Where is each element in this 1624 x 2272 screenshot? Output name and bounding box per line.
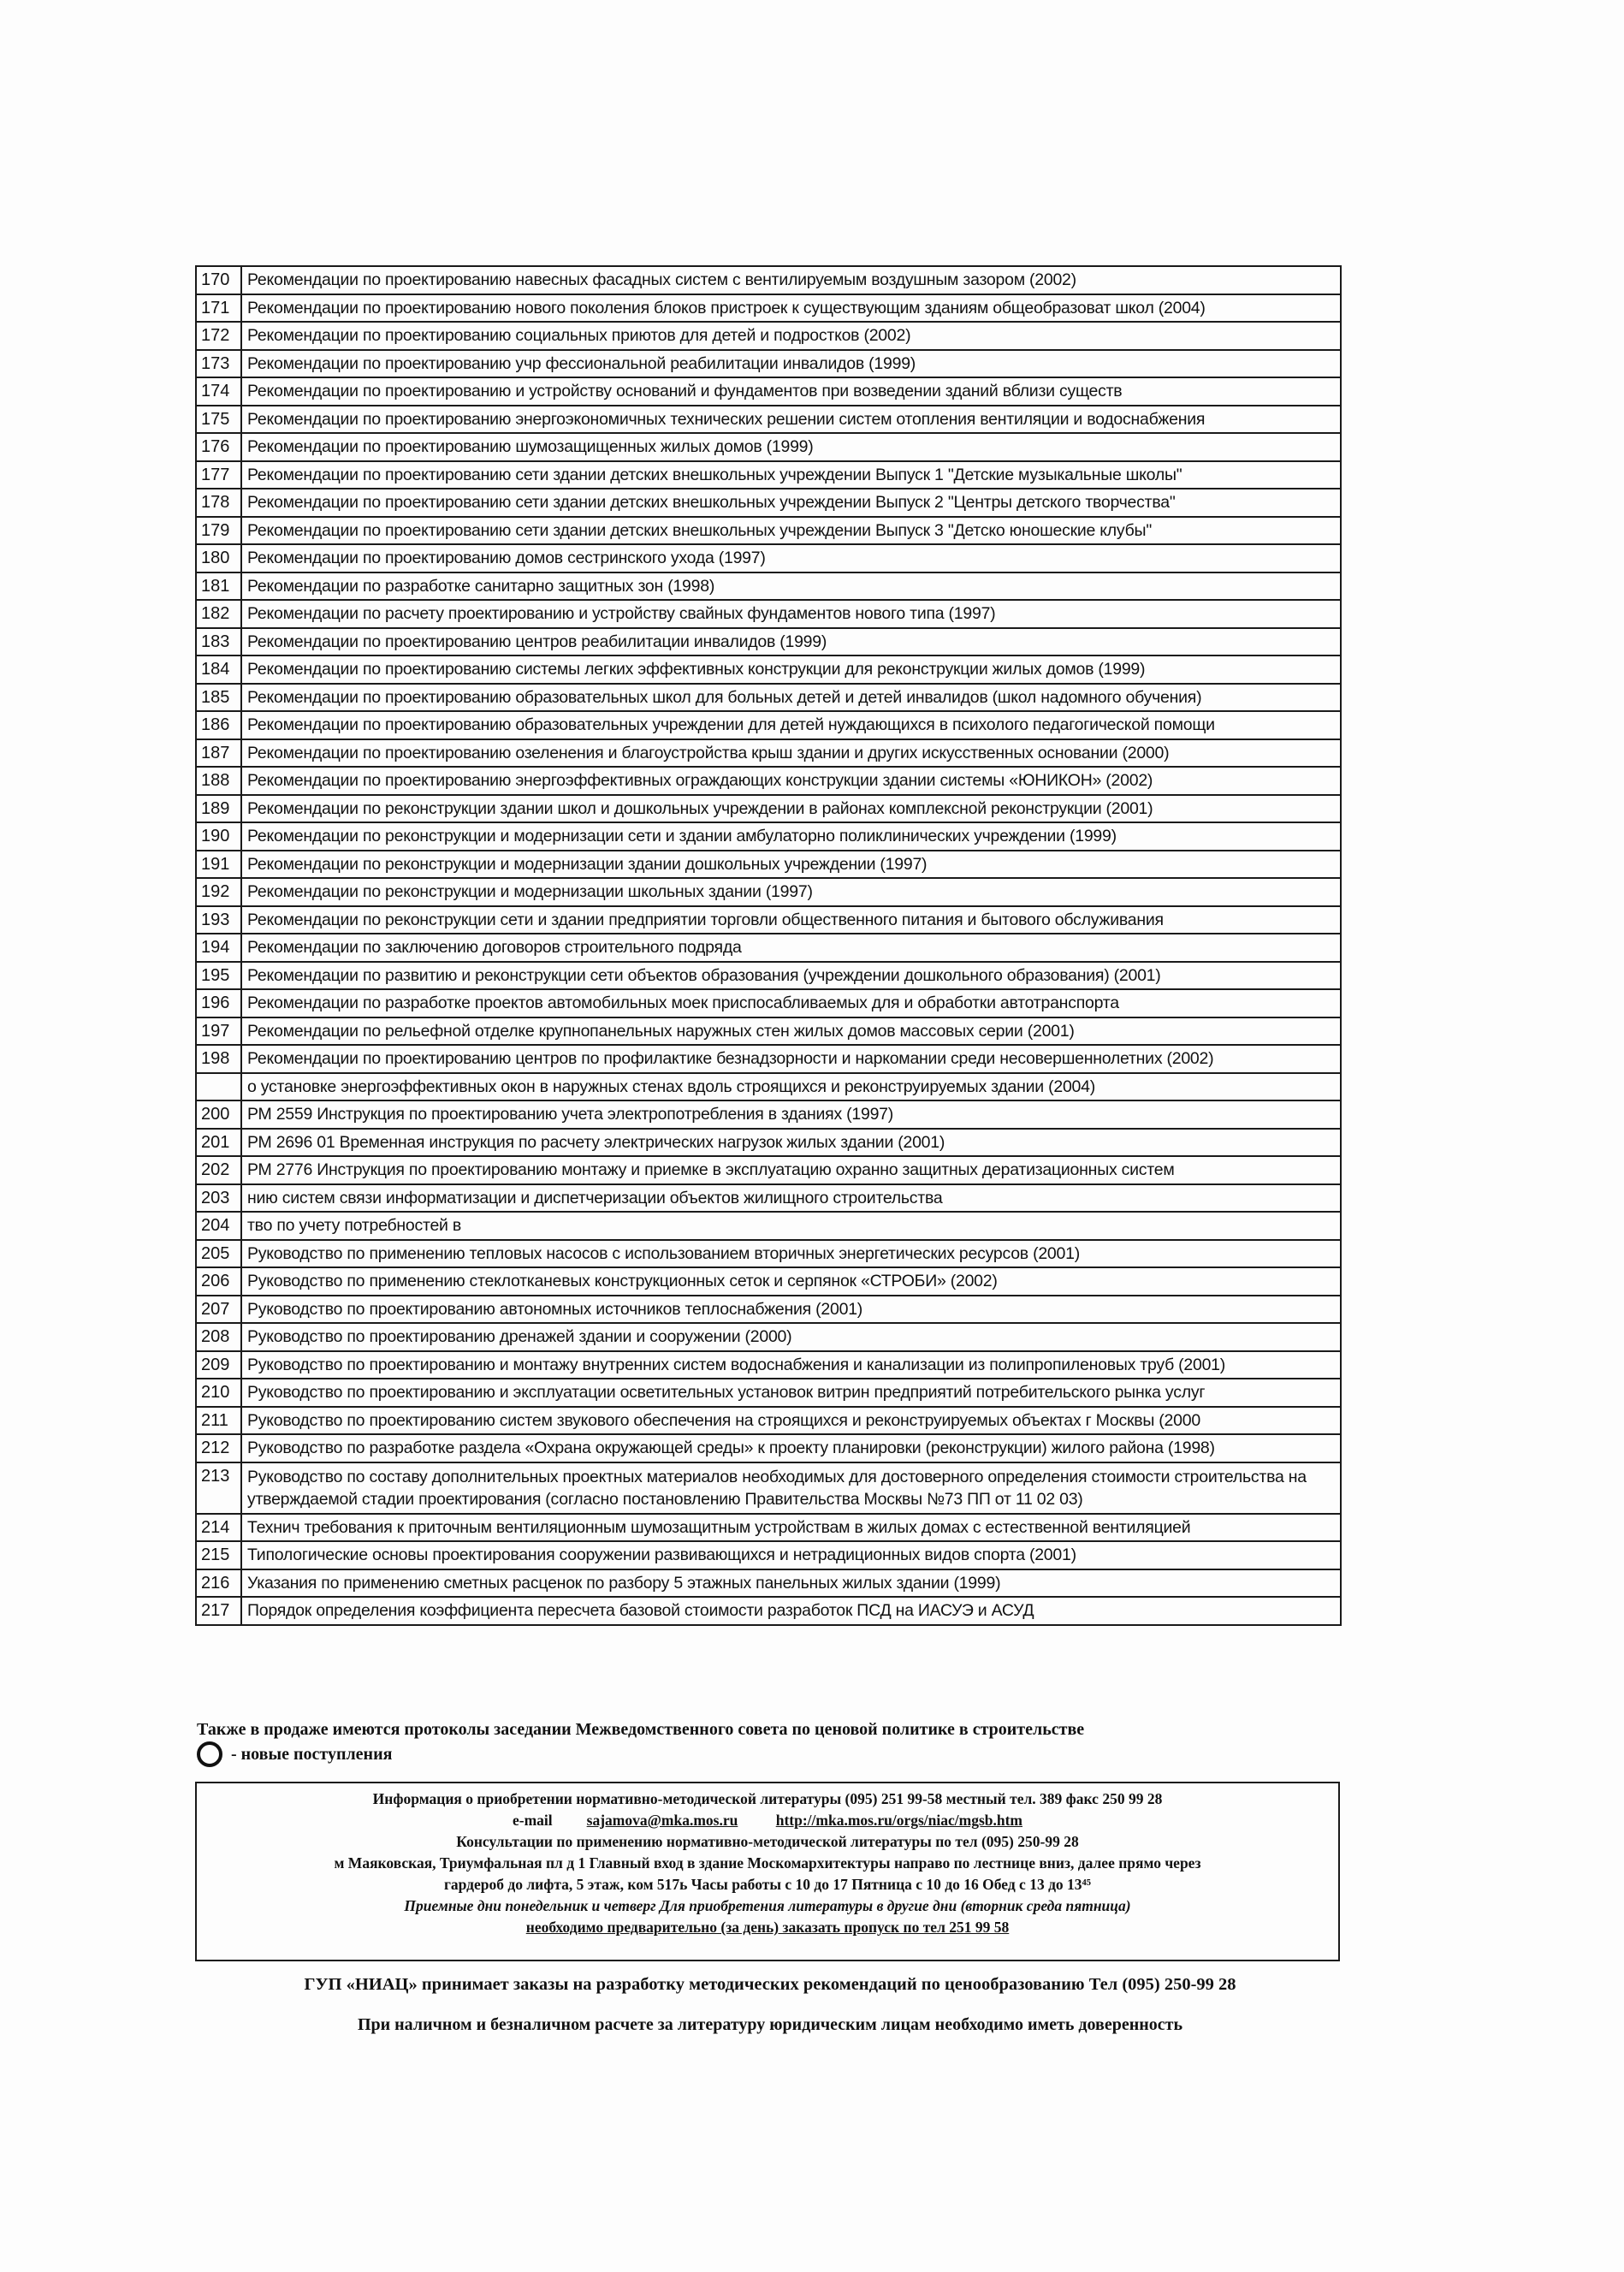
entry-number: 190 (196, 822, 241, 851)
table-row (196, 1073, 1341, 1101)
entry-number: 214 (196, 1514, 241, 1542)
entry-number: 208 (196, 1323, 241, 1351)
entry-title: Рекомендации по проектированию нового поколения блоков пристроек к существующим зданиям общеобразоват школ (2004) (241, 294, 1341, 323)
table-row (196, 795, 1341, 823)
entry-title: Рекомендации по разработке проектов автомобильных моек приспосабливаемых для и обработки автотранспорта (241, 989, 1341, 1017)
table-row (196, 1240, 1341, 1268)
table-row (196, 1323, 1341, 1351)
entry-title: Рекомендации по проектированию и устройству оснований и фундаментов при возведении зданий вблизи существ (241, 377, 1341, 406)
footer-power-of-attorney: При наличном и безналичном расчете за литературу юридическим лицам необходимо иметь доверенность (357, 2015, 1183, 2034)
entry-title: Рекомендации по заключению договоров строительного подряда (241, 934, 1341, 962)
entry-title: Рекомендации по проектированию сети здании детских внешкольных учреждении Выпуск 3 "Детско юношеские клубы" (241, 517, 1341, 545)
entry-title: Типологические основы проектирования сооружении развивающихся и нетрадиционных видов спорта (2001) (241, 1541, 1341, 1569)
entry-title: Рекомендации по проектированию образовательных школ для больных детей и детей инвалидов (школ надомного обучения) (241, 684, 1341, 712)
table-row (196, 1100, 1341, 1129)
entry-number: 188 (196, 767, 241, 795)
entry-number: 207 (196, 1296, 241, 1324)
entry-number: 212 (196, 1434, 241, 1462)
info-hours: гардероб до лифта, 5 этаж, ком 517ь Часы работы с 10 до 17 Пятница с 10 до 16 Обед с 13 до 13⁴⁵ (443, 1876, 1092, 1893)
entry-number: 204 (196, 1212, 241, 1240)
table-row (196, 1462, 1341, 1514)
table-row (196, 350, 1341, 378)
entry-number: 216 (196, 1569, 241, 1598)
table-row (196, 989, 1341, 1017)
table-row (196, 655, 1341, 684)
table-row (196, 1129, 1341, 1157)
entry-title: Руководство по проектированию и монтажу внутренних систем водоснабжения и канализации из полипропиленовых труб (2001) (241, 1351, 1341, 1379)
entry-number: 192 (196, 878, 241, 906)
entry-title: Руководство по составу дополнительных проектных материалов необходимых для достоверного определения стоимости строительства на утверждаемой стадии проектирования (согласно постановлению Правительства Москвы №73 ПП от 11 02 03) (241, 1462, 1341, 1514)
literature-table-body (196, 266, 1341, 1625)
table-row (196, 1156, 1341, 1184)
entry-number: 179 (196, 517, 241, 545)
entry-title: Рекомендации по разработке санитарно защитных зон (1998) (241, 572, 1341, 601)
info-reception-days: Приемные дни понедельник и четверг Для приобретения литературы в другие дни (вторник среда пятница) (404, 1897, 1131, 1914)
entry-title: Рекомендации по развитию и реконструкции сети объектов образования (учреждении дошкольного образования) (2001) (241, 962, 1341, 990)
table-row (196, 489, 1341, 517)
entry-title: Рекомендации по реконструкции и модернизации школьных здании (1997) (241, 878, 1341, 906)
table-row (196, 433, 1341, 461)
info-pass-order: необходимо предварительно (за день) заказать пропуск по тел 251 99 58 (525, 1919, 1010, 1936)
additional-note (197, 1717, 1360, 1767)
table-row (196, 1351, 1341, 1379)
entry-title: Руководство по проектированию автономных источников теплоснабжения (2001) (241, 1296, 1341, 1324)
entry-title: Рекомендации по проектированию шумозащищенных жилых домов (1999) (241, 433, 1341, 461)
entry-number: 211 (196, 1407, 241, 1435)
entry-number: 196 (196, 989, 241, 1017)
entry-title: Рекомендации по проектированию системы легких эффективных конструкции для реконструкции жилых домов (1999) (241, 655, 1341, 684)
entry-title: РМ 2559 Инструкция по проектированию учета электропотребления в зданиях (1997) (241, 1100, 1341, 1129)
entry-number: 213 (196, 1462, 241, 1514)
table-row (196, 962, 1341, 990)
entry-number: 181 (196, 572, 241, 601)
table-row (196, 1569, 1341, 1598)
entry-number: 206 (196, 1267, 241, 1296)
purchase-info-box (195, 1782, 1340, 1961)
table-row (196, 1597, 1341, 1625)
entry-title: РМ 2776 Инструкция по проектированию монтажу и приемке в эксплуатацию охранно защитных дератизационных систем (241, 1156, 1341, 1184)
entry-number: 215 (196, 1541, 241, 1569)
table-row (196, 1379, 1341, 1407)
table-row (196, 517, 1341, 545)
entry-title: Рекомендации по проектированию центров реабилитации инвалидов (1999) (241, 628, 1341, 656)
entry-title: Рекомендации по проектированию энергоэкономичных технических решении систем отопления вентиляции и водоснабжения (241, 406, 1341, 434)
email-link[interactable]: sajamova@mka.mos.ru (586, 1812, 738, 1829)
table-row (196, 628, 1341, 656)
entry-number: 180 (196, 544, 241, 572)
table-row (196, 322, 1341, 350)
entry-title: Рекомендации по проектированию образовательных учреждении для детей нуждающихся в психолого педагогической помощи (241, 711, 1341, 739)
table-row (196, 544, 1341, 572)
table-row (196, 1541, 1341, 1569)
table-row (196, 1212, 1341, 1240)
entry-title: Руководство по проектированию и эксплуатации осветительных установок витрин предприятий потребительского рынка услуг (241, 1379, 1341, 1407)
footer-orders: ГУП «НИАЦ» принимает заказы на разработку методических рекомендаций по ценообразованию Тел (095) 250-99 28 (304, 1975, 1236, 1994)
entry-number: 198 (196, 1045, 241, 1073)
entry-number: 203 (196, 1184, 241, 1213)
entry-number: 171 (196, 294, 241, 323)
entry-title: Рекомендации по проектированию центров по профилактике безнадзорности и наркомании среди несовершеннолетних (2002) (241, 1045, 1341, 1073)
entry-number: 210 (196, 1379, 241, 1407)
website-link[interactable]: http://mka.mos.ru/orgs/niac/mgsb.htm (775, 1812, 1022, 1829)
entry-title: Руководство по проектированию дренажей здании и сооружении (2000) (241, 1323, 1341, 1351)
entry-title: Рекомендации по реконструкции и модернизации здании дошкольных учреждении (1997) (241, 851, 1341, 879)
entry-number: 175 (196, 406, 241, 434)
table-row (196, 294, 1341, 323)
entry-number: 186 (196, 711, 241, 739)
entry-number: 178 (196, 489, 241, 517)
table-row (196, 878, 1341, 906)
entry-title: Рекомендации по реконструкции и модернизации сети и здании амбулаторно поликлинических учреждении (1999) (241, 822, 1341, 851)
entry-title: Рекомендации по проектированию социальных приютов для детей и подростков (2002) (241, 322, 1341, 350)
table-row (196, 1045, 1341, 1073)
table-row (196, 1184, 1341, 1213)
entry-number: 173 (196, 350, 241, 378)
entry-number: 195 (196, 962, 241, 990)
info-phones: Информация о приобретении нормативно-методической литературы (095) 251 99-58 местный тел. 389 факс 250 99 28 (372, 1790, 1163, 1807)
entry-number: 184 (196, 655, 241, 684)
entry-number: 209 (196, 1351, 241, 1379)
table-row (196, 851, 1341, 879)
entry-title: нию систем связи информатизации и диспетчеризации объектов жилищного строительства (241, 1184, 1341, 1213)
entry-title: Рекомендации по проектированию домов сестринского ухода (1997) (241, 544, 1341, 572)
entry-title: Рекомендации по реконструкции здании школ и дошкольных учреждении в районах комплексной реконструкции (2001) (241, 795, 1341, 823)
entry-title: РМ 2696 01 Временная инструкция по расчету электрических нагрузок жилых здании (2001) (241, 1129, 1341, 1157)
entry-number: 176 (196, 433, 241, 461)
table-row (196, 461, 1341, 489)
circle-marker-icon (197, 1741, 222, 1767)
new-arrivals-label: - новые поступления (231, 1745, 393, 1764)
entry-number: 187 (196, 739, 241, 768)
protocols-note: Также в продаже имеются протоколы заседании Межведомственного совета по ценовой политике в строительстве (197, 1720, 1085, 1739)
info-address: м Маяковская, Триумфальная пл д 1 Главный вход в здание Москомархитектуры направо по лестнице вниз, далее прямо через (334, 1854, 1201, 1872)
entry-number: 182 (196, 600, 241, 628)
table-row (196, 822, 1341, 851)
table-row (196, 600, 1341, 628)
table-row (196, 684, 1341, 712)
table-row (196, 711, 1341, 739)
table-row (196, 739, 1341, 768)
entry-title: тво по учету потребностей в (241, 1212, 1341, 1240)
entry-number: 177 (196, 461, 241, 489)
entry-title: Руководство по применению тепловых насосов с использованием вторичных энергетических ресурсов (2001) (241, 1240, 1341, 1268)
entry-number: 189 (196, 795, 241, 823)
entry-number: 217 (196, 1597, 241, 1625)
literature-table (195, 265, 1342, 1626)
table-row (196, 572, 1341, 601)
entry-number: 174 (196, 377, 241, 406)
entry-number: 202 (196, 1156, 241, 1184)
entry-title: Руководство по применению стеклотканевых конструкционных сеток и серпянок «СТРОБИ» (2002) (241, 1267, 1341, 1296)
entry-number: 197 (196, 1017, 241, 1046)
entry-number: 194 (196, 934, 241, 962)
entry-number (196, 1073, 241, 1101)
entry-title: Рекомендации по проектированию озеленения и благоустройства крыш здании и других искусственных основании (2000) (241, 739, 1341, 768)
entry-title: Указания по применению сметных расценок по разбору 5 этажных панельных жилых здании (1999) (241, 1569, 1341, 1598)
table-row (196, 377, 1341, 406)
email-label: e-mail (512, 1812, 553, 1829)
info-consultations: Консультации по применению нормативно-методической литературы по тел (095) 250-99 28 (456, 1833, 1079, 1850)
entry-title: Руководство по разработке раздела «Охрана окружающей среды» к проекту планировки (реконструкции) жилого района (1998) (241, 1434, 1341, 1462)
entry-number: 201 (196, 1129, 241, 1157)
entry-title: Рекомендации по расчету проектированию и устройству свайных фундаментов нового типа (1997) (241, 600, 1341, 628)
entry-title: Рекомендации по проектированию учр фессиональной реабилитации инвалидов (1999) (241, 350, 1341, 378)
entry-number: 191 (196, 851, 241, 879)
entry-number: 193 (196, 906, 241, 934)
table-row (196, 1267, 1341, 1296)
entry-number: 170 (196, 266, 241, 294)
entry-title: о установке энергоэффективных окон в наружных стенах вдоль строящихся и реконструируемых здании (2004) (241, 1073, 1341, 1101)
entry-title: Порядок определения коэффициента пересчета базовой стоимости разработок ПСД на ИАСУЭ и АСУД (241, 1597, 1341, 1625)
new-arrivals-legend (197, 1741, 1360, 1767)
table-row (196, 406, 1341, 434)
table-row (196, 906, 1341, 934)
entry-title: Рекомендации по рельефной отделке крупнопанельных наружных стен жилых домов массовых серии (2001) (241, 1017, 1341, 1046)
entry-title: Рекомендации по проектированию сети здании детских внешкольных учреждении Выпуск 1 "Детские музыкальные школы" (241, 461, 1341, 489)
entry-title: Технич требования к приточным вентиляционным шумозащитным устройствам в жилых домах с естественной вентиляцией (241, 1514, 1341, 1542)
table-row (196, 1434, 1341, 1462)
entry-number: 172 (196, 322, 241, 350)
table-row (196, 1514, 1341, 1542)
entry-title: Рекомендации по проектированию навесных фасадных систем с вентилируемым воздушным зазором (2002) (241, 266, 1341, 294)
entry-number: 185 (196, 684, 241, 712)
entry-title: Руководство по проектированию систем звукового обеспечения на строящихся и реконструируемых объектах г Москвы (2000 (241, 1407, 1341, 1435)
table-row (196, 767, 1341, 795)
entry-title: Рекомендации по проектированию энергоэффективных ограждающих конструкции здании системы «ЮНИКОН» (2002) (241, 767, 1341, 795)
entry-number: 183 (196, 628, 241, 656)
table-row (196, 1017, 1341, 1046)
entry-title: Рекомендации по реконструкции сети и здании предприятии торговли общественного питания и бытового обслуживания (241, 906, 1341, 934)
entry-number: 205 (196, 1240, 241, 1268)
table-row (196, 1296, 1341, 1324)
entry-number: 200 (196, 1100, 241, 1129)
table-row (196, 1407, 1341, 1435)
info-contacts (197, 1810, 1338, 1831)
entry-title: Рекомендации по проектированию сети здании детских внешкольных учреждении Выпуск 2 "Центры детского творчества" (241, 489, 1341, 517)
table-row (196, 934, 1341, 962)
table-row (196, 266, 1341, 294)
